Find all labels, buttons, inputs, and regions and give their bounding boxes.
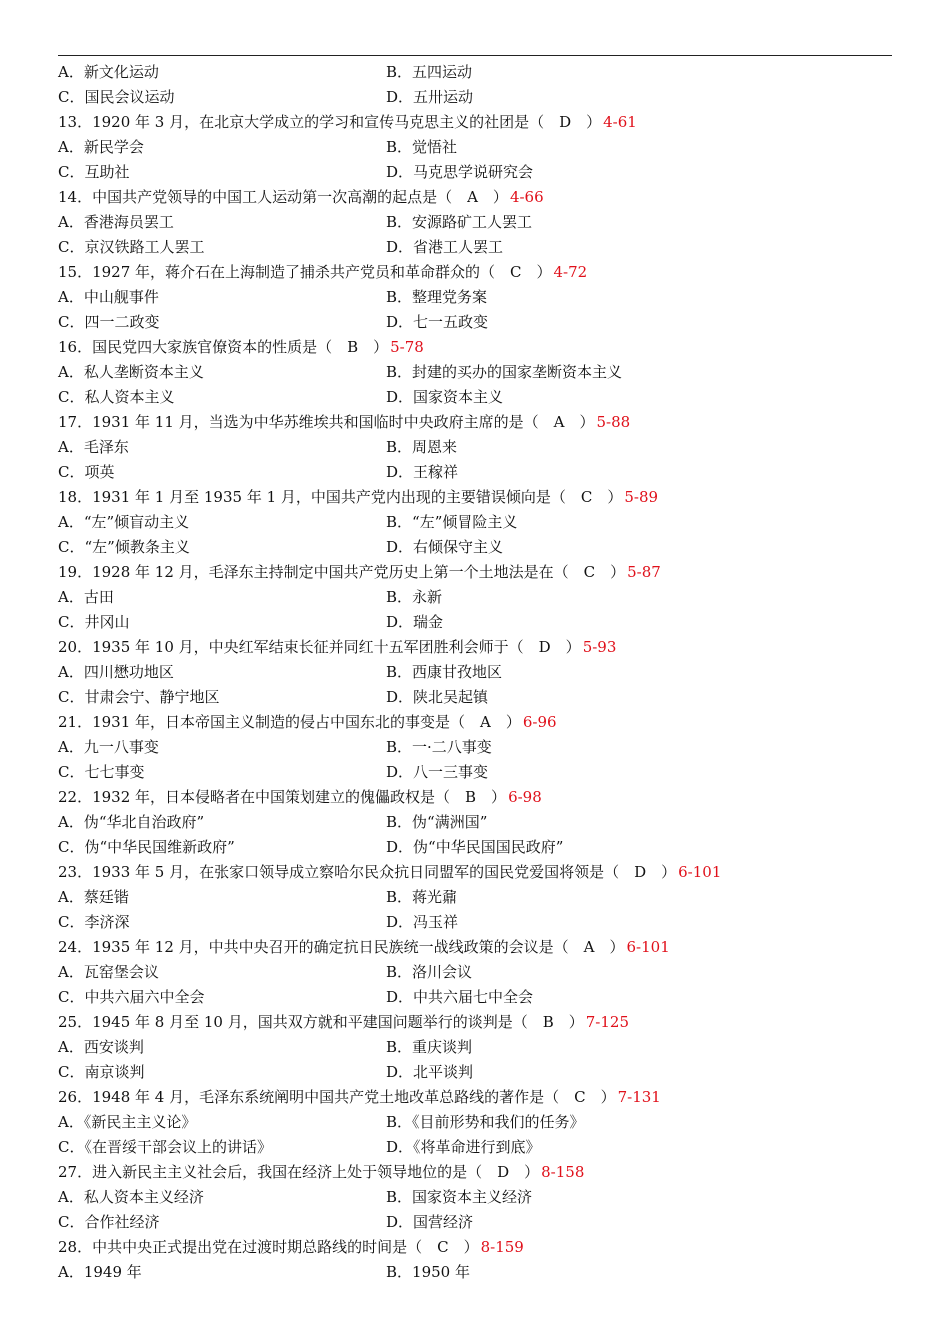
option-right: B．国家资本主义经济 <box>386 1188 533 1206</box>
question-line <box>58 410 892 435</box>
page-reference: 5-88 <box>596 413 631 431</box>
page-reference: 4-72 <box>553 263 588 281</box>
option-left: C．合作社经济 <box>58 1213 160 1231</box>
page-reference: 6-101 <box>626 938 670 956</box>
option-row <box>58 510 892 535</box>
page-reference: 5-89 <box>624 488 659 506</box>
option-row <box>58 610 892 635</box>
option-row <box>58 135 892 160</box>
option-left: A．古田 <box>58 588 114 606</box>
option-left: A．伪“华北自治政府” <box>58 813 205 831</box>
question-line <box>58 710 892 735</box>
option-row <box>58 160 892 185</box>
option-left: A．《新民主主义论》 <box>58 1113 197 1131</box>
option-left: C．井冈山 <box>58 613 130 631</box>
option-row <box>58 985 892 1010</box>
option-right: D．省港工人罢工 <box>386 238 504 256</box>
option-left: A．香港海员罢工 <box>58 213 174 231</box>
option-row <box>58 835 892 860</box>
page-reference: 4-66 <box>509 188 544 206</box>
option-right: B．五四运动 <box>386 63 473 81</box>
option-row <box>58 1260 892 1285</box>
option-right: B．周恩来 <box>386 438 458 456</box>
option-right: D．七一五政变 <box>386 313 489 331</box>
option-left: C．国民会议运动 <box>58 88 175 106</box>
option-right: B．1950 年 <box>386 1263 470 1281</box>
page-reference: 8-158 <box>541 1163 585 1181</box>
header-rule <box>58 55 892 56</box>
option-row <box>58 1060 892 1085</box>
option-left: C．《在晋绥干部会议上的讲话》 <box>58 1138 272 1156</box>
option-row <box>58 385 892 410</box>
option-right: D．五卅运动 <box>386 88 474 106</box>
option-right: B．封建的买办的国家垄断资本主义 <box>386 363 623 381</box>
option-right: B．“左”倾冒险主义 <box>386 513 518 531</box>
option-right: D．冯玉祥 <box>386 913 459 931</box>
option-row <box>58 60 892 85</box>
option-right: B．重庆谈判 <box>386 1038 473 1056</box>
option-right: B．觉悟社 <box>386 138 458 156</box>
page-reference: 6-98 <box>508 788 542 806</box>
option-row <box>58 1210 892 1235</box>
question-list <box>58 60 892 1285</box>
question-line <box>58 485 892 510</box>
option-row <box>58 460 892 485</box>
option-row <box>58 310 892 335</box>
option-left: C．李济深 <box>58 913 130 931</box>
question-line <box>58 1085 892 1110</box>
option-row <box>58 235 892 260</box>
option-row <box>58 1035 892 1060</box>
option-row <box>58 210 892 235</box>
question-line <box>58 1235 892 1260</box>
option-right: B．《目前形势和我们的任务》 <box>386 1113 585 1131</box>
option-right: D．伪“中华民国国民政府” <box>386 838 564 856</box>
question-text: 23．1933 年 5 月，在张家口领导成立察哈尔民众抗日同盟军的国民党爱国将领是（ D ） 6-101 <box>58 863 722 881</box>
option-right: D．右倾保守主义 <box>386 538 504 556</box>
question-text: 22．1932 年，日本侵略者在中国策划建立的傀儡政权是（ B ） 6-98 <box>58 788 542 806</box>
option-right: B．西康甘孜地区 <box>386 663 503 681</box>
option-left: C．四一二政变 <box>58 313 160 331</box>
option-right: D．王稼祥 <box>386 463 459 481</box>
question-line <box>58 185 892 210</box>
option-right: D．八一三事变 <box>386 763 489 781</box>
question-text: 20．1935 年 10 月，中央红军结束长征并同红十五军团胜利会师于（ D ） 5-93 <box>58 638 617 656</box>
question-text: 27．进入新民主主义社会后，我国在经济上处于领导地位的是（ D ） 8-158 <box>58 1163 585 1181</box>
option-left: A．新文化运动 <box>58 63 159 81</box>
question-text: 24．1935 年 12 月，中共中央召开的确定抗日民族统一战线政策的会议是（ A ） 6-101 <box>58 938 670 956</box>
option-left: C．南京谈判 <box>58 1063 145 1081</box>
option-left: A．“左”倾盲动主义 <box>58 513 190 531</box>
page-reference: 7-131 <box>617 1088 661 1106</box>
option-left: A．西安谈判 <box>58 1038 144 1056</box>
option-row <box>58 435 892 460</box>
question-line <box>58 860 892 885</box>
option-row <box>58 360 892 385</box>
option-right: D．北平谈判 <box>386 1063 474 1081</box>
option-right: D．陕北吴起镇 <box>386 688 489 706</box>
option-left: A．毛泽东 <box>58 438 129 456</box>
option-row <box>58 685 892 710</box>
option-left: C．京汉铁路工人罢工 <box>58 238 205 256</box>
page-reference: 7-125 <box>585 1013 630 1031</box>
question-text: 19．1928 年 12 月，毛泽东主持制定中国共产党历史上第一个土地法是在（ C ） 5-87 <box>58 563 661 581</box>
option-row <box>58 1110 892 1135</box>
page-reference: 8-159 <box>480 1238 524 1256</box>
option-left: A．瓦窑堡会议 <box>58 963 159 981</box>
question-line <box>58 1160 892 1185</box>
option-left: C．伪“中华民国维新政府” <box>58 838 235 856</box>
option-left: A．中山舰事件 <box>58 288 159 306</box>
question-text: 13．1920 年 3 月，在北京大学成立的学习和宣传马克思主义的社团是（ D ） 4-61 <box>58 113 637 131</box>
option-row <box>58 810 892 835</box>
option-row <box>58 660 892 685</box>
question-line <box>58 635 892 660</box>
option-right: B．洛川会议 <box>386 963 473 981</box>
option-left: C．“左”倾教条主义 <box>58 538 190 556</box>
question-text: 14．中国共产党领导的中国工人运动第一次高潮的起点是（ A ） 4-66 <box>58 188 544 206</box>
option-left: C．中共六届六中全会 <box>58 988 205 1006</box>
option-left: C．互助社 <box>58 163 130 181</box>
option-right: B．一·二八事变 <box>386 738 492 756</box>
option-right: B．永新 <box>386 588 443 606</box>
option-left: A．蔡廷锴 <box>58 888 129 906</box>
question-text: 15．1927 年，蒋介石在上海制造了捕杀共产党员和革命群众的（ C ） 4-72 <box>58 263 588 281</box>
option-left: C．七七事变 <box>58 763 145 781</box>
question-line <box>58 335 892 360</box>
page-reference: 5-78 <box>390 338 424 356</box>
page-reference: 6-96 <box>522 713 557 731</box>
option-row <box>58 910 892 935</box>
question-text: 21．1931 年，日本帝国主义制造的侵占中国东北的事变是（ A ） 6-96 <box>58 713 557 731</box>
question-line <box>58 935 892 960</box>
question-text: 26．1948 年 4 月，毛泽东系统阐明中国共产党土地改革总路线的著作是（ C ） 7-131 <box>58 1088 661 1106</box>
option-right: D．国家资本主义 <box>386 388 504 406</box>
option-left: A．新民学会 <box>58 138 144 156</box>
option-left: A．1949 年 <box>58 1263 142 1281</box>
option-row <box>58 760 892 785</box>
question-text: 17．1931 年 11 月，当选为中华苏维埃共和国临时中央政府主席的是（ A ） 5-88 <box>58 413 631 431</box>
option-right: D．马克思学说研究会 <box>386 163 534 181</box>
question-line <box>58 110 892 135</box>
option-right: D．《将革命进行到底》 <box>386 1138 541 1156</box>
question-line <box>58 560 892 585</box>
option-right: B．蒋光鼐 <box>386 888 458 906</box>
option-left: A．私人资本主义经济 <box>58 1188 204 1206</box>
option-left: C．甘肃会宁、静宁地区 <box>58 688 220 706</box>
option-left: C．项英 <box>58 463 115 481</box>
option-right: B．安源路矿工人罢工 <box>386 213 533 231</box>
question-text: 16．国民党四大家族官僚资本的性质是（ B ） 5-78 <box>58 338 424 356</box>
option-right: B．整理党务案 <box>386 288 488 306</box>
option-left: A．四川懋功地区 <box>58 663 174 681</box>
question-line <box>58 1010 892 1035</box>
page-reference: 4-61 <box>603 113 637 131</box>
page-reference: 5-93 <box>582 638 617 656</box>
option-right: B．伪“满洲国” <box>386 813 488 831</box>
option-row <box>58 885 892 910</box>
option-left: A．私人垄断资本主义 <box>58 363 204 381</box>
option-row <box>58 85 892 110</box>
question-line <box>58 260 892 285</box>
question-text: 18．1931 年 1 月至 1935 年 1 月，中国共产党内出现的主要错误倾向是（ C ） 5-89 <box>58 488 659 506</box>
option-row <box>58 285 892 310</box>
option-row <box>58 735 892 760</box>
question-line <box>58 785 892 810</box>
option-right: D．国营经济 <box>386 1213 474 1231</box>
option-row <box>58 1185 892 1210</box>
page-reference: 6-101 <box>678 863 722 881</box>
question-text: 25．1945 年 8 月至 10 月，国共双方就和平建国问题举行的谈判是（ B ） 7-125 <box>58 1013 630 1031</box>
option-row <box>58 960 892 985</box>
option-row <box>58 535 892 560</box>
option-row <box>58 1135 892 1160</box>
option-right: D．瑞金 <box>386 613 444 631</box>
option-left: C．私人资本主义 <box>58 388 175 406</box>
option-left: A．九一八事变 <box>58 738 159 756</box>
question-text: 28．中共中央正式提出党在过渡时期总路线的时间是（ C ） 8-159 <box>58 1238 524 1256</box>
page-reference: 5-87 <box>627 563 661 581</box>
option-right: D．中共六届七中全会 <box>386 988 534 1006</box>
option-row <box>58 585 892 610</box>
